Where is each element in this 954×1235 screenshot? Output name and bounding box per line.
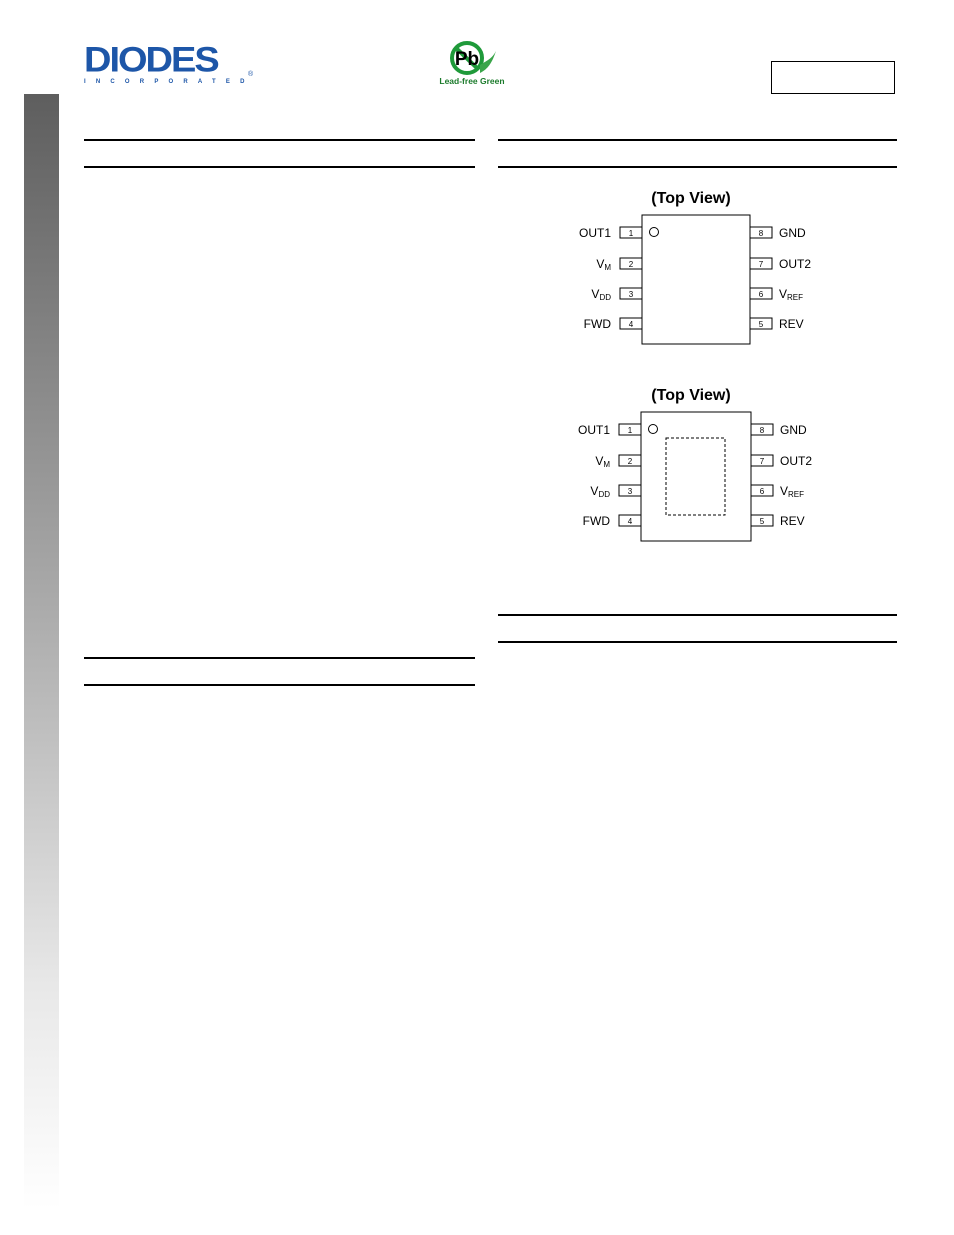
pin-name-label: [595, 454, 610, 469]
logo-subtitle: INCORPORATED: [84, 79, 255, 85]
pin-number: 2: [628, 260, 634, 269]
pin-number: 7: [758, 260, 764, 269]
pin-number: 5: [758, 320, 764, 329]
pin-name-label: [779, 317, 804, 331]
section-rule-left-2-bottom: [84, 684, 475, 686]
diagram-title: (Top View): [651, 387, 731, 404]
pin-number: 1: [627, 426, 633, 435]
pin-name: V: [590, 484, 599, 498]
pin-name-subscript: REF: [788, 490, 805, 499]
pin-name-subscript: M: [603, 460, 610, 469]
pin-name-label: [578, 423, 610, 437]
pin-name-label: [583, 514, 611, 528]
pin-name: OUT2: [780, 454, 813, 468]
pin-name-label: [590, 484, 610, 499]
pin-number: 7: [759, 457, 765, 466]
pin-name: FWD: [583, 317, 611, 331]
pin-name: GND: [779, 226, 806, 240]
pin-diagram-so8: [560, 184, 840, 359]
pin-number: 8: [759, 426, 765, 435]
pin-name-subscript: DD: [598, 490, 610, 499]
section-rule-left-1-bottom: [84, 166, 475, 168]
pin-number: 5: [759, 517, 765, 526]
pin-name-label: [596, 257, 611, 272]
part-number-box: [771, 61, 895, 94]
pb-symbol: Pb: [454, 49, 480, 70]
pin-name-label: [579, 226, 611, 240]
pin-number: 3: [627, 487, 633, 496]
lead-free-green-badge: [434, 39, 510, 89]
pin-name: OUT1: [578, 226, 611, 240]
logo-registered-mark: ®: [248, 71, 254, 78]
section-rule-right-1-bottom: [498, 166, 897, 168]
lead-free-caption: Lead-free Green: [439, 76, 505, 86]
section-rule-right-2-top: [498, 614, 897, 616]
pin-name: V: [596, 257, 605, 271]
pin-name-label: [780, 514, 805, 528]
pin-name: FWD: [582, 514, 610, 528]
pin-number: 6: [758, 290, 764, 299]
pin-name: V: [779, 287, 788, 301]
pin-name-subscript: M: [604, 263, 611, 272]
lead-free-icon: [446, 39, 498, 77]
pin-name: OUT2: [779, 257, 812, 271]
pin-diagram-exposed-pad: [558, 381, 838, 556]
pin-number: 8: [758, 229, 764, 238]
pin-name: GND: [780, 423, 807, 437]
section-rule-right-1-top: [498, 139, 897, 141]
pin-name-label: [779, 257, 811, 271]
pin-number: 4: [628, 320, 634, 329]
pin-name-label: [779, 226, 806, 240]
diodes-logo: [84, 43, 256, 89]
section-rule-left-1-top: [84, 139, 475, 141]
pin-number: 4: [627, 517, 633, 526]
section-rule-left-2-top: [84, 657, 475, 659]
section-rule-right-2-bottom: [498, 641, 897, 643]
pin-name-subscript: REF: [787, 293, 804, 302]
ic-body: [641, 412, 751, 541]
diagram-title: (Top View): [651, 190, 731, 207]
pin-number: 6: [759, 487, 765, 496]
pin1-marker-icon: [650, 228, 659, 237]
pin-number: 1: [628, 229, 634, 238]
pin-name: REV: [780, 514, 805, 528]
pin-number: 3: [628, 290, 634, 299]
pin-name-label: [780, 454, 812, 468]
pin-name-label: [584, 317, 612, 331]
side-gradient-bar: [24, 94, 59, 1209]
pin-name: V: [780, 484, 789, 498]
pin-name: V: [595, 454, 604, 468]
pin-number: 2: [627, 457, 633, 466]
pin-name: V: [591, 287, 600, 301]
pin-diagram-so8-svg: [560, 184, 840, 354]
logo-wordmark: DIODES: [84, 41, 218, 80]
pin-name: OUT1: [577, 423, 610, 437]
pin-name-label: [780, 484, 804, 499]
pin-diagram-exposed-pad-svg: [558, 381, 838, 551]
pin1-marker-icon: [649, 425, 658, 434]
pin-name: REV: [779, 317, 804, 331]
pin-name-subscript: DD: [599, 293, 611, 302]
pin-name-label: [779, 287, 803, 302]
pin-name-label: [591, 287, 611, 302]
pin-name-label: [780, 423, 807, 437]
